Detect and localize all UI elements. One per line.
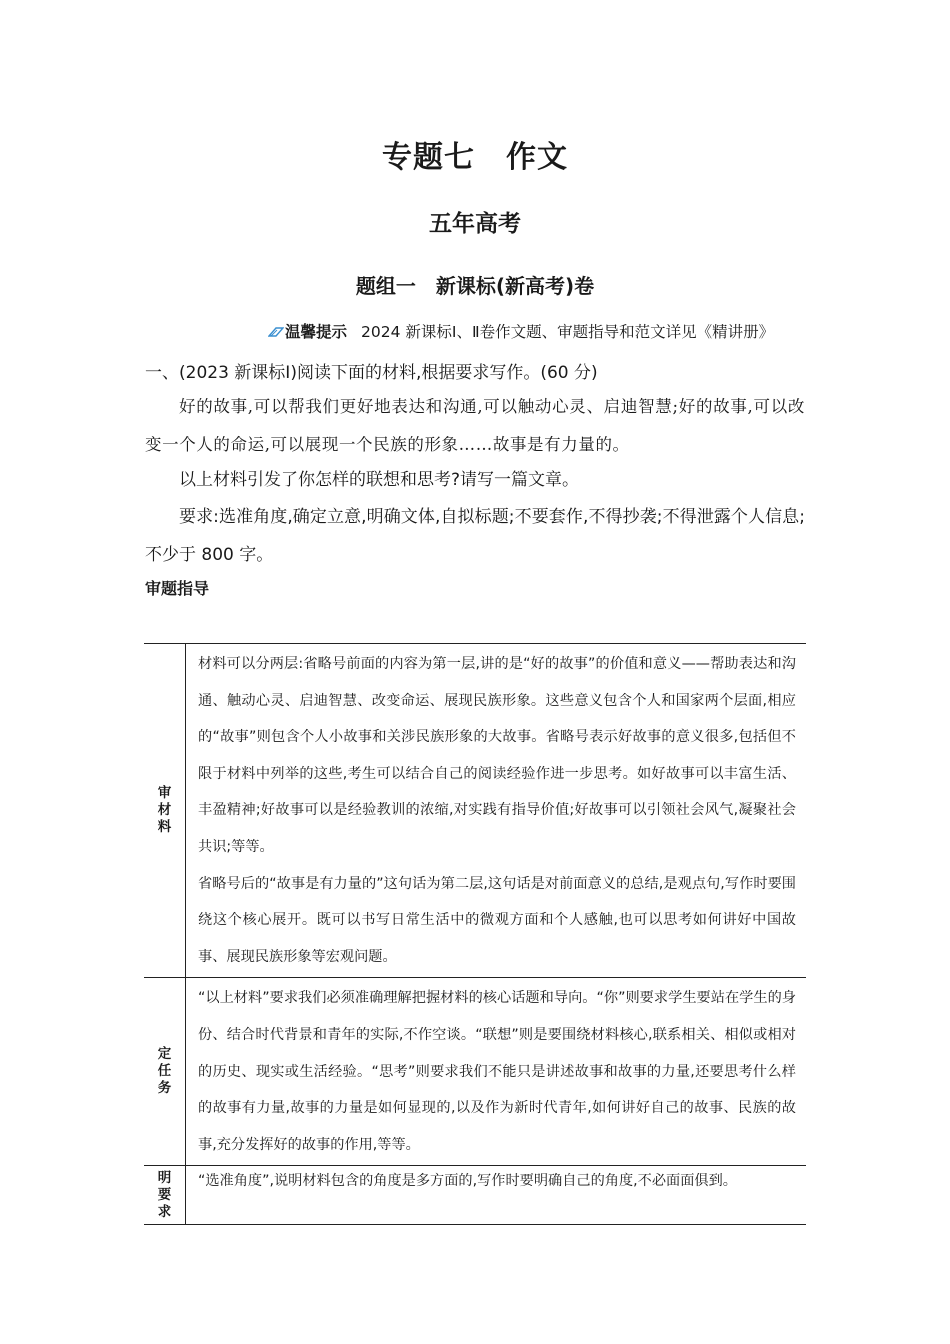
row-label: 定任务 bbox=[144, 978, 186, 1166]
guide-row-task bbox=[144, 978, 806, 1166]
row-paragraph: 省略号后的“故事是有力量的”这句话为第二层,这句话是对前面意义的总结,是观点句,写作时要围绕这个核心展开。既可以书写日常生活中的微观方面和个人感触,也可以思考如何讲好中国故事、展现民族形象等宏观问题。 bbox=[198, 875, 796, 965]
row-paragraph: “以上材料”要求我们必须准确理解把握材料的核心话题和导向。“你”则要求学生要站在学生的身份、结合时代背景和青年的实际,不作空谈。“联想”则是要围绕材料核心,联系相关、相似或相对的历史、现实或生活经验。“思考”则要求我们不能只是讲述故事和故事的力量,还要思考什么样的故事有力量,故事的力量是如何显现的,以及作为新时代青年,如何讲好自己的故事、民族的故事,充分发挥好的故事的作用,等等。 bbox=[198, 990, 796, 1153]
hint-text: 2024 新课标Ⅰ、Ⅱ卷作文题、审题指导和范文详见《精讲册》 bbox=[361, 323, 775, 341]
row-paragraph: “选准角度”,说明材料包含的角度是多方面的,写作时要明确自己的角度,不必面面俱到。 bbox=[198, 1173, 737, 1190]
row-content bbox=[186, 978, 807, 1166]
question-head: 一、(2023 新课标Ⅰ)阅读下面的材料,根据要求写作。(60 分) bbox=[145, 363, 598, 383]
page-title: 专题七 作文 bbox=[382, 140, 568, 175]
row-paragraph: 材料可以分两层:省略号前面的内容为第一层,讲的是“好的故事”的价值和意义——帮助表达和沟通、触动心灵、启迪智慧、改变命运、展现民族形象。这些意义包含个人和国家两个层面,相应的“故事”则包含个人小故事和关涉民族形象的大故事。省略号表示好故事的意义很多,包括但不限于材料中列举的这些,考生可以结合自己的阅读经验作进一步思考。如好故事可以丰富生活、丰盈精神;好故事可以是经验教训的浓缩,对实践有指导价值;好故事可以引领社会风气,凝聚社会共识;等等。 bbox=[198, 656, 796, 855]
guide-title: 审题指导 bbox=[145, 579, 210, 598]
row-content bbox=[186, 644, 807, 978]
group-title: 题组一 新课标(新高考)卷 bbox=[355, 274, 595, 298]
question-prompt: 以上材料引发了你怎样的联想和思考?请写一篇文章。 bbox=[179, 470, 580, 490]
question-requirement: 要求:选准角度,确定立意,明确文体,自拟标题;不要套作,不得抄袭;不得泄露个人信息;不少于 800 字。 bbox=[145, 507, 805, 565]
row-label: 明要求 bbox=[144, 1166, 186, 1225]
tip-icon bbox=[268, 324, 284, 336]
guide-table bbox=[144, 643, 806, 1225]
hint-label: 温馨提示 bbox=[285, 323, 348, 341]
row-content bbox=[186, 1166, 807, 1225]
row-label: 审材料 bbox=[144, 644, 186, 978]
hint-box bbox=[268, 320, 774, 342]
section-subtitle: 五年高考 bbox=[429, 211, 521, 237]
question-material: 好的故事,可以帮我们更好地表达和沟通,可以触动心灵、启迪智慧;好的故事,可以改变一个人的命运,可以展现一个民族的形象……故事是有力量的。 bbox=[145, 397, 805, 454]
guide-row-material bbox=[144, 644, 806, 978]
guide-row-requirement bbox=[144, 1166, 806, 1225]
